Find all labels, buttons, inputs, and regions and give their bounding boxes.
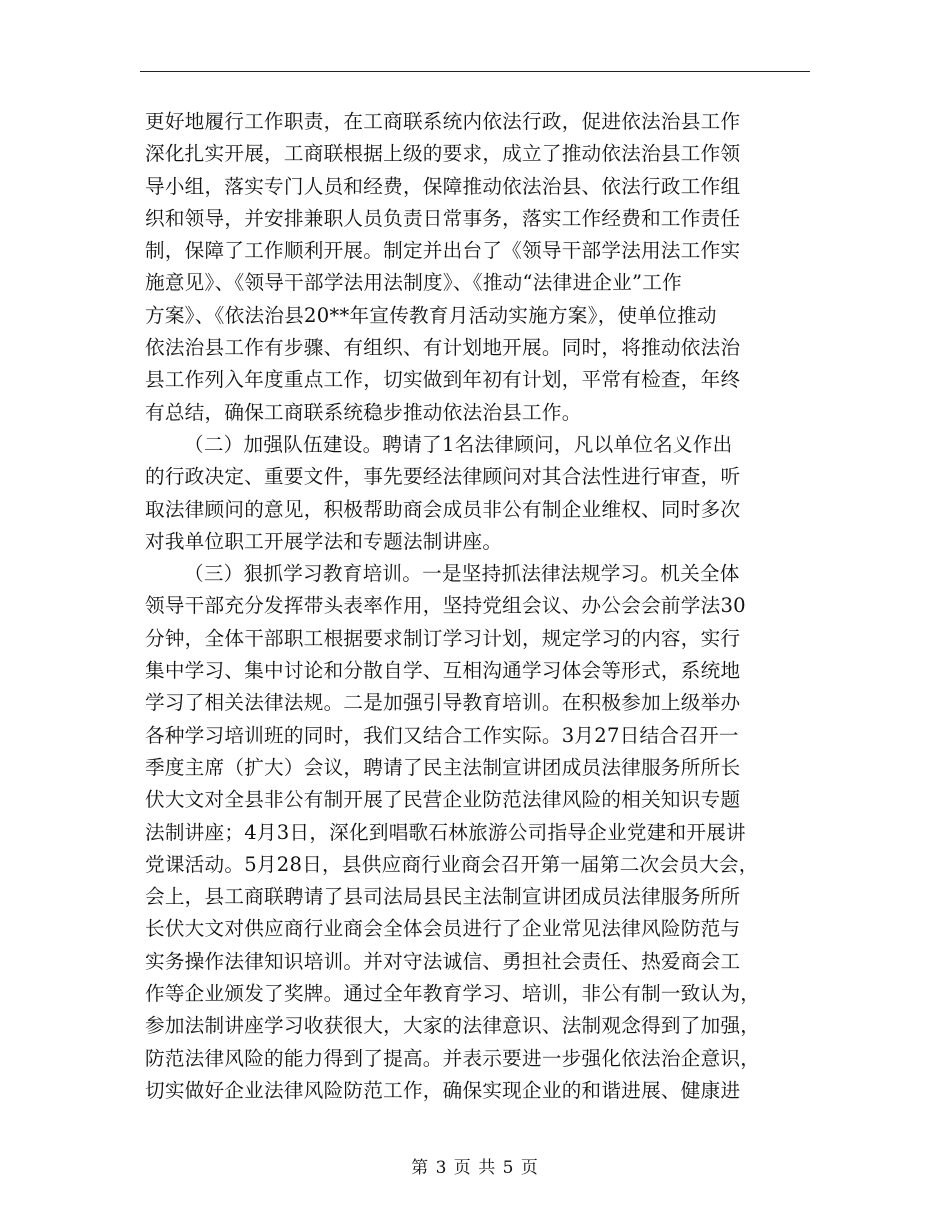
paragraph-line: 法制讲座；4月3日，深化到唱歌石林旅游公司指导企业党建和开展讲 bbox=[145, 820, 746, 844]
paragraph-line: 学习了相关法律法规。二是加强引导教育培训。在积极参加上级举办 bbox=[145, 691, 741, 715]
paragraph-line: 各种学习培训班的同时，我们又结合工作实际。3月27日结合召开一 bbox=[145, 723, 739, 747]
paragraph-line: 导小组，落实专门人员和经费，保障推动依法治县、依法行政工作组 bbox=[145, 174, 741, 198]
paragraph-line: 季度主席（扩大）会议，聘请了民主法制宣讲团成员法律服务所所长 bbox=[145, 755, 741, 779]
paragraph-line: 党课活动。5月28日，县供应商行业商会召开第一届第二次会员大会， bbox=[145, 852, 759, 876]
paragraph-line: 分钟，全体干部职工根据要求制订学习计划，规定学习的内容，实行 bbox=[145, 626, 741, 650]
paragraph-line: 会上，县工商联聘请了县司法局县民主法制宣讲团成员法律服务所所 bbox=[145, 885, 741, 909]
document-body bbox=[145, 106, 805, 1107]
paragraph-line: 伏大文对全县非公有制开展了民营企业防范法律风险的相关知识专题 bbox=[145, 788, 741, 812]
paragraph-line: 有总结，确保工商联系统稳步推动依法治县工作。 bbox=[145, 400, 582, 424]
paragraph-line: 方案》、《依法治县20**年宣传教育月活动实施方案》，使单位推动 bbox=[145, 303, 717, 327]
paragraph-line: 深化扎实开展，工商联根据上级的要求，成立了推动依法治县工作领 bbox=[145, 142, 741, 166]
paragraph-line: 作等企业颁发了奖牌。通过全年教育学习、培训，非公有制一致认为， bbox=[145, 982, 761, 1006]
paragraph-line: 长伏大文对供应商行业商会全体会员进行了企业常见法律风险防范与 bbox=[145, 917, 741, 941]
paragraph-line: 实务操作法律知识培训。并对守法诚信、勇担社会责任、热爱商会工 bbox=[145, 949, 741, 973]
paragraph-line: 集中学习、集中讨论和分散自学、互相沟通学习体会等形式，系统地 bbox=[145, 659, 741, 683]
paragraph-line: 更好地履行工作职责，在工商联系统内依法行政，促进依法治县工作 bbox=[145, 110, 741, 133]
paragraph-line: 县工作列入年度重点工作，切实做到年初有计划，平常有检查，年终 bbox=[145, 368, 741, 392]
header-rule bbox=[140, 71, 810, 72]
paragraph-line: 施意见》、《领导干部学法用法制度》、《推动“法律进企业”工作 bbox=[145, 271, 682, 295]
paragraph-line: 制，保障了工作顺利开展。制定并出台了《领导干部学法用法工作实 bbox=[145, 239, 741, 263]
paragraph-line: 依法治县工作有步骤、有组织、有计划地开展。同时，将推动依法治 bbox=[145, 336, 741, 360]
page-number-footer: 第 3 页 共 5 页 bbox=[411, 1158, 539, 1178]
section-heading-line: （二）加强队伍建设。聘请了1名法律顾问，凡以单位名义作出 bbox=[184, 432, 733, 456]
section-heading-line: （三）狠抓学习教育培训。一是坚持抓法律法规学习。机关全体 bbox=[184, 562, 740, 586]
paragraph-line: 对我单位职工开展学法和专题法制讲座。 bbox=[145, 529, 503, 553]
paragraph-line: 切实做好企业法律风险防范工作，确保实现企业的和谐进展、健康进 bbox=[145, 1078, 741, 1102]
paragraph-line: 防范法律风险的能力得到了提高。并表示要进一步强化依法治企意识， bbox=[145, 1046, 761, 1070]
paragraph-line: 的行政决定、重要文件，事先要经法律顾问对其合法性进行审查，听 bbox=[145, 465, 741, 489]
paragraph-line: 领导干部充分发挥带头表率作用，坚持党组会议、办公会会前学法30 bbox=[145, 594, 746, 618]
paragraph-line: 取法律顾问的意见，积极帮助商会成员非公有制企业维权、同时多次 bbox=[145, 497, 741, 521]
paragraph-line: 参加法制讲座学习收获很大，大家的法律意识、法制观念得到了加强， bbox=[145, 1014, 761, 1038]
paragraph-line: 织和领导，并安排兼职人员负责日常事务，落实工作经费和工作责任 bbox=[145, 206, 741, 230]
